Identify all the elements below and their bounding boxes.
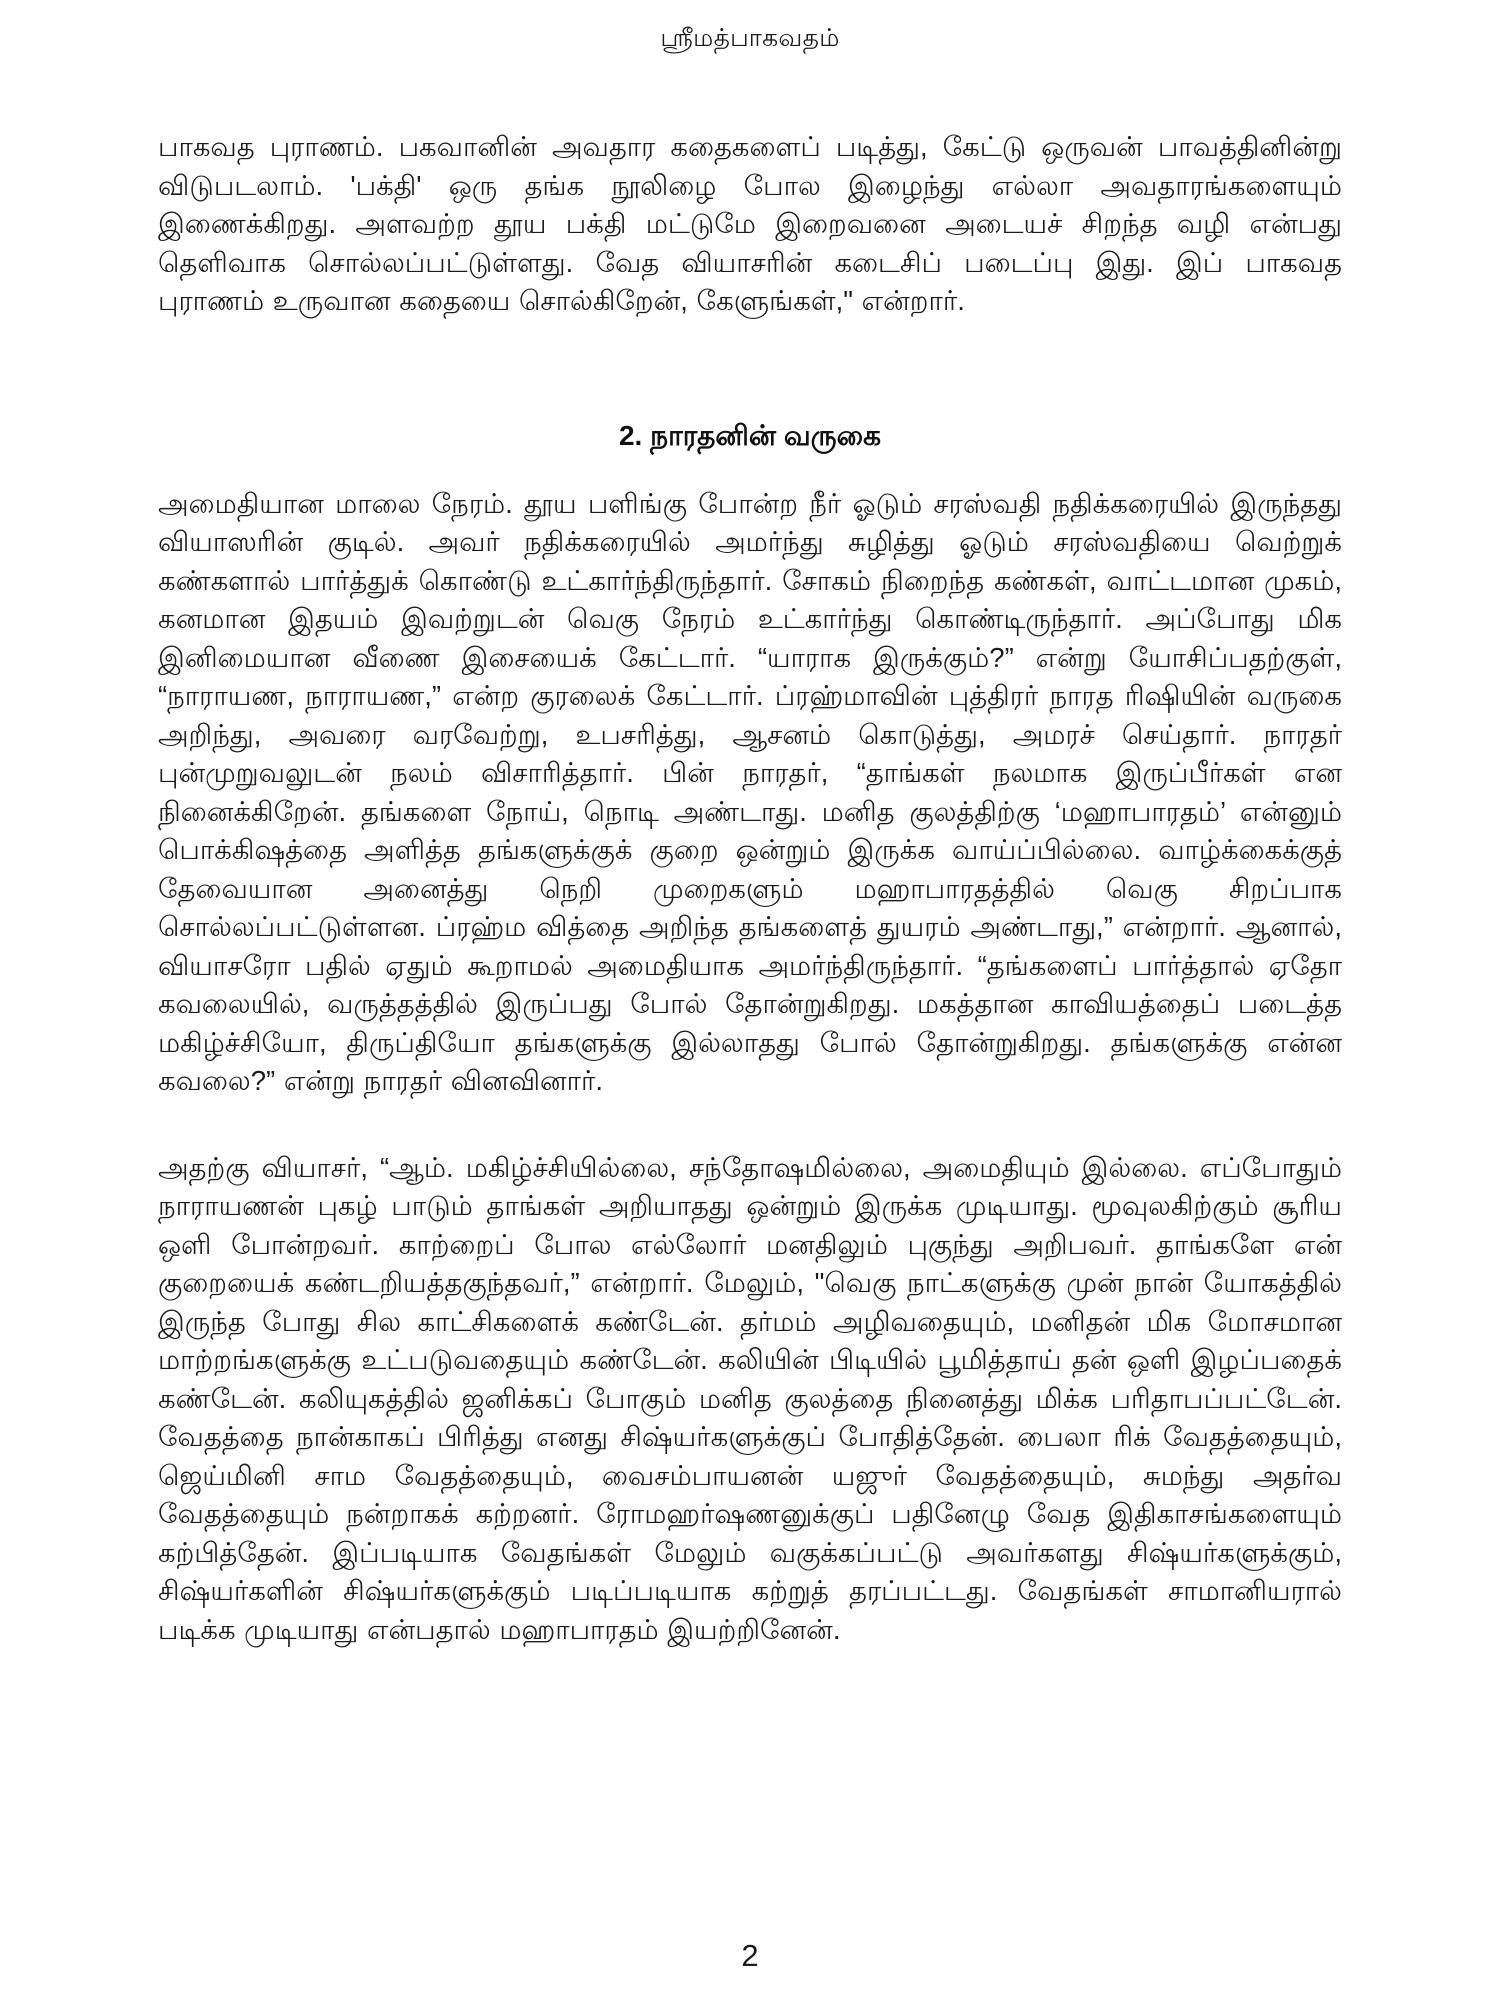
paragraph-2: அமைதியான மாலை நேரம். தூய பளிங்கு போன்ற நீர் ஓடும் சரஸ்வதி நதிக்கரையில் இருந்தது வியாஸரின் குடில். அவர் நதிக்கரையில் அமர்ந்து சுழித்து ஓடும் சரஸ்வதியை வெற்றுக் கண்களால் பார்த்துக் கொண்டு உட்கார்ந்திருந்தார். சோகம் நிறைந்த கண்கள், வாட்டமான முகம், கனமான இதயம் இவற்றுடன் வெகு நேரம் உட்கார்ந்து கொண்டிருந்தார். அப்போது மிக இனிமையான வீணை இசையைக் கேட்டார். “யாராக இருக்கும்?” என்று யோசிப்பதற்குள், “நாராயண, நாராயண,” என்ற குரலைக் கேட்டார். ப்ரஹ்மாவின் புத்திரர் நாரத ரிஷியின் வருகை அறிந்து, அவரை வரவேற்று, உபசரித்து, ஆசனம் கொடுத்து, அமரச் செய்தார். நாரதர் புன்முறுவலுடன் நலம் விசாரித்தார். பின் நாரதர், “தாங்கள் நலமாக இருப்பீர்கள் என நினைக்கிறேன். தங்களை நோய், நொடி அண்டாது. மனித குலத்திற்கு ‘மஹாபாரதம்’ என்னும் பொக்கிஷத்தை அளித்த தங்களுக்குக் குறை ஒன்றும் இருக்க வாய்ப்பில்லை. வாழ்க்கைக்குத் தேவையான அனைத்து நெறி முறைகளும் மஹாபாரதத்தில் வெகு சிறப்பாக சொல்லப்பட்டுள்ளன. ப்ரஹ்ம வித்தை அறிந்த தங்களைத் துயரம் அண்டாது,” என்றார். ஆனால், வியாசரோ பதில் ஏதும் கூறாமல் அமைதியாக அமர்ந்திருந்தார். “தங்களைப் பார்த்தால் ஏதோ கவலையில், வருத்தத்தில் இருப்பது போல் தோன்றுகிறது. மகத்தான காவியத்தைப் படைத்த மகிழ்ச்சியோ, திருப்தியோ தங்களுக்கு இல்லாதது போல் தோன்றுகிறது. தங்களுக்கு என்ன கவலை?” என்று நாரதர் வினவினார். — [158, 487, 1342, 1096]
paragraph-3: அதற்கு வியாசர், “ஆம். மகிழ்ச்சியில்லை, சந்தோஷமில்லை, அமைதியும் இல்லை. எப்போதும் நாராயணன் புகழ் பாடும் தாங்கள் அறியாதது ஒன்றும் இருக்க முடியாது. மூவுலகிற்கும் சூரிய ஒளி போன்றவர். காற்றைப் போல எல்லோர் மனதிலும் புகுந்து அறிபவர். தாங்களே என் குறையைக் கண்டறியத்தகுந்தவர்,” என்றார். மேலும், "வெகு நாட்களுக்கு முன் நான் யோகத்தில் இருந்த போது சில காட்சிகளைக் கண்டேன். தர்மம் அழிவதையும், மனிதன் மிக மோசமான மாற்றங்களுக்கு உட்படுவதையும் கண்டேன். கலியின் பிடியில் பூமித்தாய் தன் ஒளி இழப்பதைக் கண்டேன். கலியுகத்தில் ஜனிக்கப் போகும் மனித குலத்தை நினைத்து மிக்க பரிதாபப்பட்டேன். வேதத்தை நான்காகப் பிரித்து எனது சிஷ்யர்களுக்குப் போதித்தேன். பைலா ரிக் வேதத்தையும், ஜெய்மினி சாம வேதத்தையும், வைசம்பாயனன் யஜுர் வேதத்தையும், சுமந்து அதர்வ வேதத்தையும் நன்றாகக் கற்றனர். ரோமஹர்ஷணனுக்குப் பதினேழு வேத இதிகாசங்களையும் கற்பித்தேன். இப்படியாக வேதங்கள் மேலும் வகுக்கப்பட்டு அவர்களது சிஷ்யர்களுக்கும், சிஷ்யர்களின் சிஷ்யர்களுக்கும் படிப்படியாக கற்றுத் தரப்பட்டது. வேதங்கள் சாமானியரால் படிக்க முடியாது என்பதால் மஹாபாரதம் இயற்றினேன். — [158, 1151, 1342, 1645]
paragraph-1: பாகவத புராணம். பகவானின் அவதார கதைகளைப் படித்து, கேட்டு ஒருவன் பாவத்தினின்று விடுபடலாம். 'பக்தி' ஒரு தங்க நூலிழை போல இழைந்து எல்லா அவதாரங்களையும் இணைக்கிறது. அளவற்ற தூய பக்தி மட்டுமே இறைவனை அடையச் சிறந்த வழி என்பது தெளிவாக சொல்லப்பட்டுள்ளது. வேத வியாசரின் கடைசிப் படைப்பு இது. இப் பாகவத புராணம் உருவான கதையை சொல்கிறேன், கேளுங்கள்," என்றார். — [158, 131, 1342, 316]
section-heading: 2. நாரதனின் வருகை — [618, 419, 881, 451]
page-body — [158, 128, 1342, 1649]
page-number: 2 — [741, 1938, 759, 1973]
running-header-title: ஸ்ரீமத்பாகவதம் — [660, 24, 840, 52]
